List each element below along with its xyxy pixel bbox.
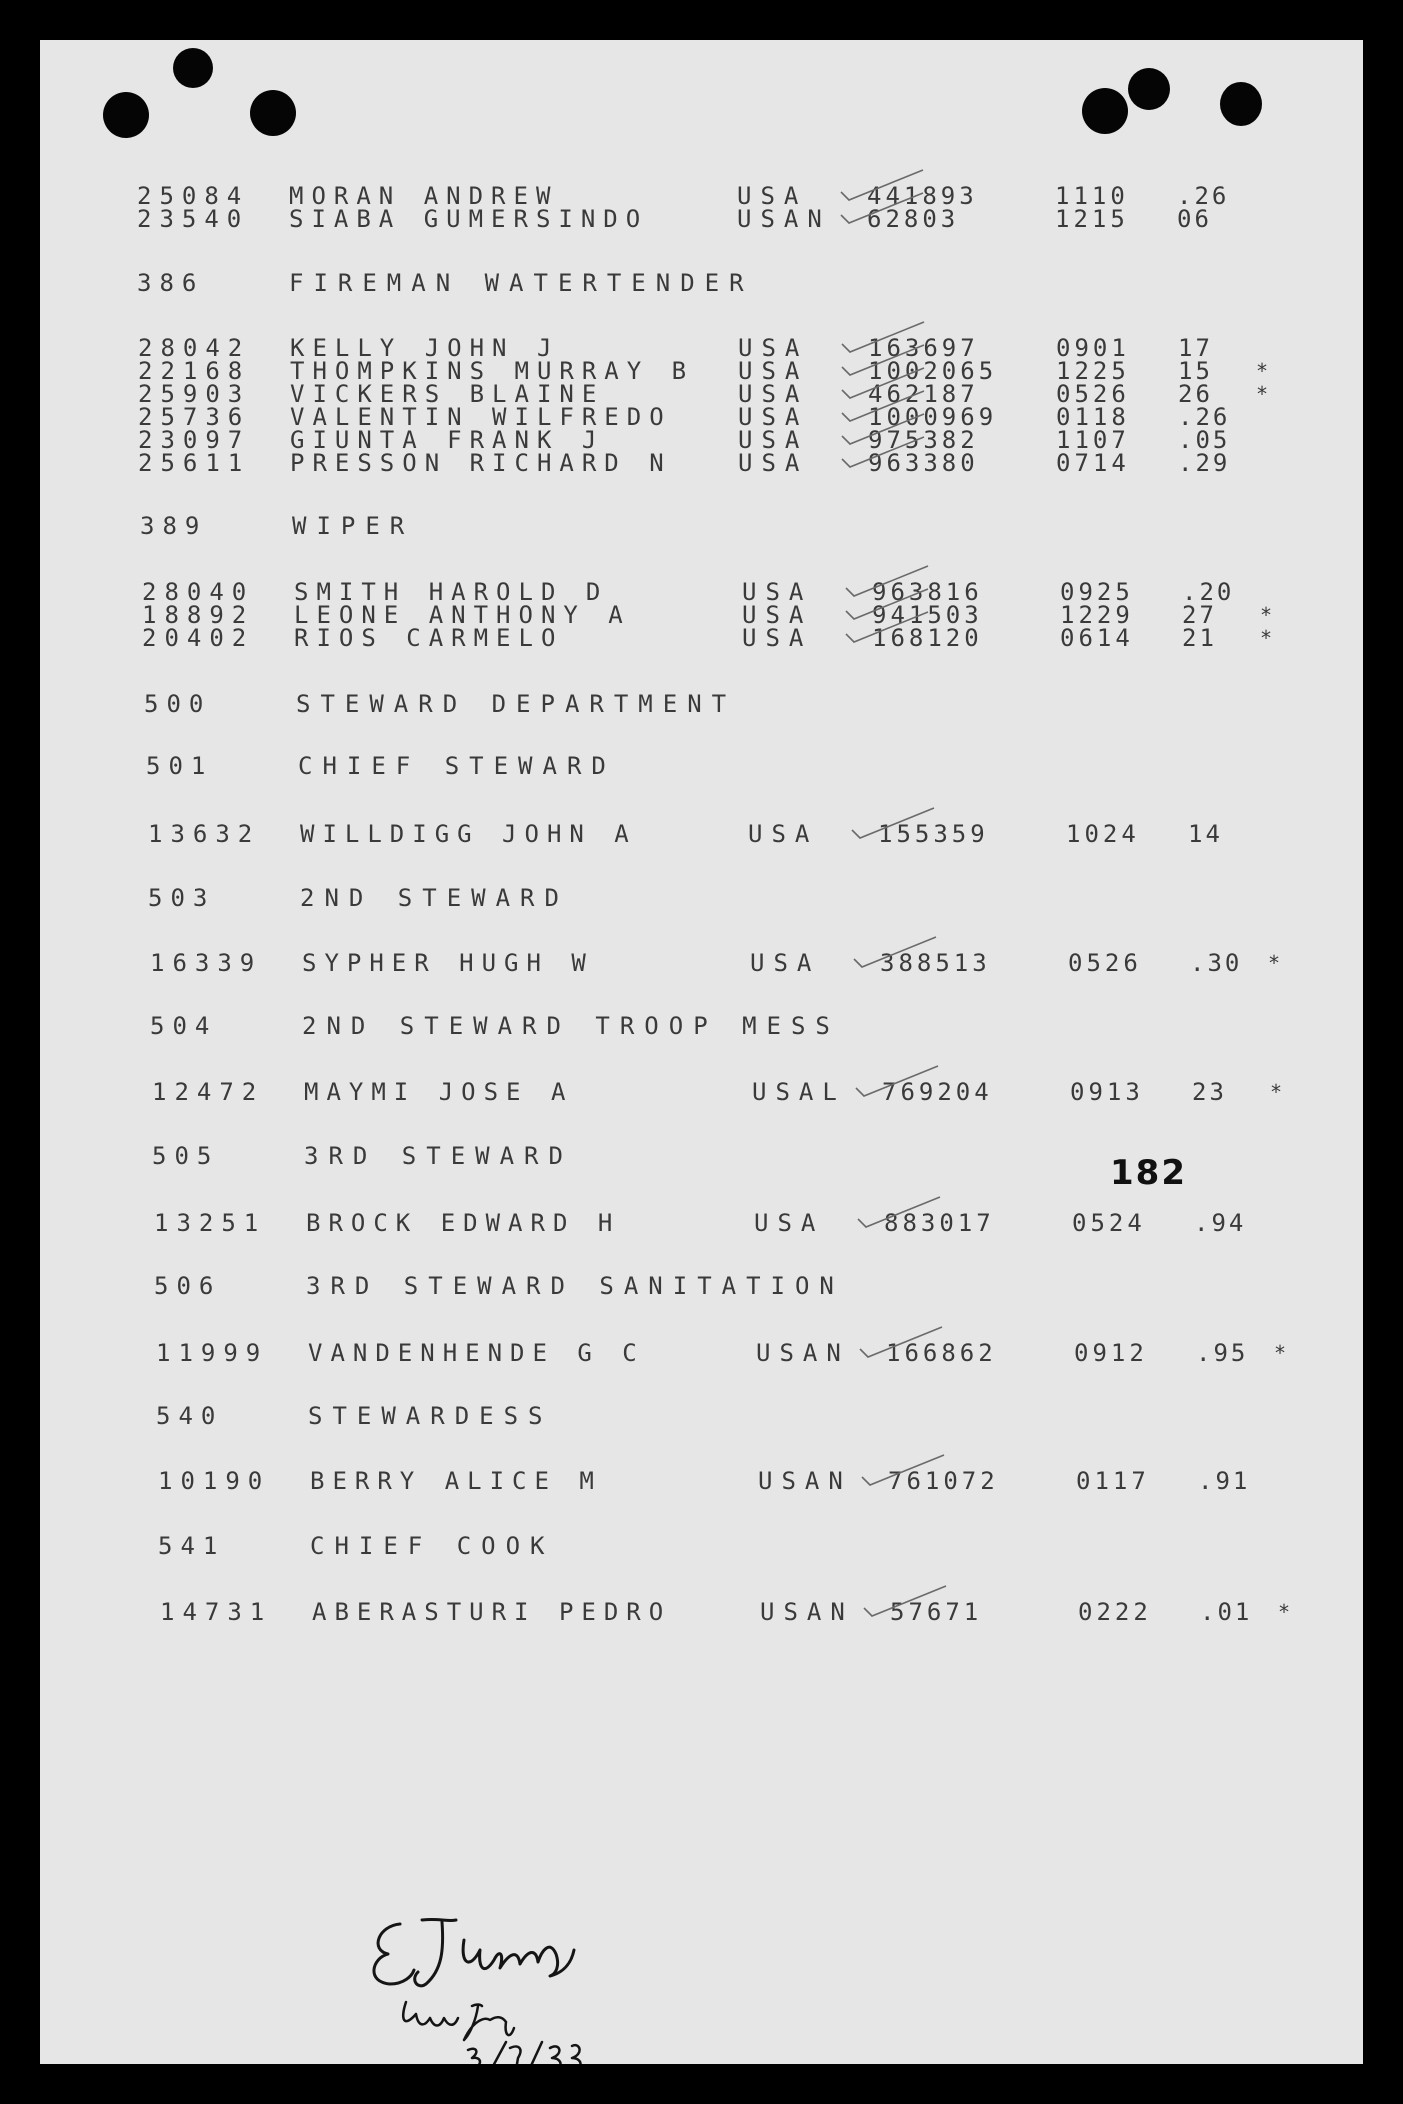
citizenship: USAL (752, 1078, 846, 1106)
punch-hole (173, 48, 213, 88)
birth-year: 15 (1178, 357, 1213, 385)
department-code: 389 (140, 512, 208, 540)
birth-year: 06 (1177, 205, 1212, 233)
crew-number: 12472 (152, 1078, 265, 1106)
crew-number: 13251 (154, 1209, 267, 1237)
birth-date: 1215 (1055, 205, 1129, 233)
department-heading (150, 1010, 1310, 1042)
punch-hole (1082, 88, 1128, 134)
department-title: 2ND STEWARD TROOP MESS (302, 1012, 840, 1040)
citizenship: USA (750, 949, 821, 977)
crew-name: THOMPKINS MURRAY B (290, 357, 695, 385)
department-heading (137, 267, 1297, 299)
asterisk-mark: * (1274, 1341, 1287, 1365)
department-title: 2ND STEWARD (300, 884, 569, 912)
crew-name: WILLDIGG JOHN A (300, 820, 637, 848)
crew-number: 13632 (148, 820, 261, 848)
z-number: 462187 (868, 380, 979, 408)
crew-row (156, 1337, 1316, 1369)
citizenship: USAN (756, 1339, 850, 1367)
department-heading (146, 750, 1306, 782)
department-code: 503 (148, 884, 216, 912)
department-heading (144, 688, 1304, 720)
punch-hole (1220, 82, 1262, 126)
birth-date: 0526 (1068, 949, 1142, 977)
citizenship: USA (742, 601, 813, 629)
birth-date: 1110 (1055, 182, 1129, 210)
crew-name: LEONE ANTHONY A (294, 601, 631, 629)
crew-number: 14731 (160, 1598, 273, 1626)
z-number: 963816 (872, 578, 983, 606)
birth-date: 1225 (1056, 357, 1130, 385)
crew-number: 20402 (142, 624, 255, 652)
crew-name: SIABA GUMERSINDO (289, 205, 649, 233)
department-title: FIREMAN WATERTENDER (289, 269, 754, 297)
z-number: 163697 (868, 334, 979, 362)
birth-date: 0222 (1078, 1598, 1152, 1626)
crew-number: 10190 (158, 1467, 271, 1495)
z-number: 168120 (872, 624, 983, 652)
birth-year: .95 (1196, 1339, 1249, 1367)
birth-year: .01 (1200, 1598, 1253, 1626)
z-number: 155359 (878, 820, 989, 848)
birth-date: 0901 (1056, 334, 1130, 362)
citizenship: USA (754, 1209, 825, 1237)
citizenship: USA (748, 820, 819, 848)
birth-date: 0117 (1076, 1467, 1150, 1495)
department-code: 500 (144, 690, 212, 718)
crew-row (138, 447, 1298, 479)
z-number: 57671 (890, 1598, 983, 1626)
crew-name: BERRY ALICE M (310, 1467, 602, 1495)
crew-number: 28042 (138, 334, 251, 362)
z-number: 62803 (867, 205, 960, 233)
birth-year: 23 (1192, 1078, 1227, 1106)
crew-number: 23540 (137, 205, 250, 233)
department-title: WIPER (292, 512, 415, 540)
asterisk-mark: * (1268, 951, 1281, 975)
department-code: 504 (150, 1012, 218, 1040)
z-number: 883017 (884, 1209, 995, 1237)
birth-year: .30 (1190, 949, 1243, 977)
signature-mark (360, 1910, 640, 2064)
department-heading (158, 1530, 1318, 1562)
department-code: 501 (146, 752, 214, 780)
z-number: 166862 (886, 1339, 997, 1367)
department-code: 541 (158, 1532, 226, 1560)
crew-number: 25084 (137, 182, 250, 210)
asterisk-mark: * (1256, 359, 1269, 383)
birth-date: 0912 (1074, 1339, 1148, 1367)
department-heading (148, 882, 1308, 914)
birth-year: 26 (1178, 380, 1213, 408)
crew-name: PRESSON RICHARD N (290, 449, 672, 477)
crew-row (154, 1207, 1314, 1239)
department-code: 540 (156, 1402, 224, 1430)
crew-row (160, 1596, 1320, 1628)
department-heading (154, 1270, 1314, 1302)
citizenship: USA (742, 578, 813, 606)
crew-name: BROCK EDWARD H (306, 1209, 621, 1237)
birth-year: .29 (1178, 449, 1231, 477)
asterisk-mark: * (1256, 382, 1269, 406)
crew-name: VICKERS BLAINE (290, 380, 605, 408)
asterisk-mark: * (1278, 1600, 1291, 1624)
department-heading (140, 510, 1300, 542)
crew-number: 18892 (142, 601, 255, 629)
asterisk-mark: * (1260, 626, 1273, 650)
crew-name: MORAN ANDREW (289, 182, 559, 210)
z-number: 388513 (880, 949, 991, 977)
citizenship: USAN (758, 1467, 852, 1495)
crew-name: VALENTIN WILFREDO (290, 403, 672, 431)
crew-number: 25611 (138, 449, 251, 477)
department-title: STEWARD DEPARTMENT (296, 690, 737, 718)
asterisk-mark: * (1270, 1080, 1283, 1104)
crew-name: ABERASTURI PEDRO (312, 1598, 672, 1626)
crew-name: RIOS CARMELO (294, 624, 564, 652)
birth-year: .05 (1178, 426, 1231, 454)
citizenship: USA (738, 426, 809, 454)
department-code: 386 (137, 269, 205, 297)
birth-year: 14 (1188, 820, 1223, 848)
crew-name: GIUNTA FRANK J (290, 426, 605, 454)
z-number: 1002065 (868, 357, 998, 385)
z-number: 1000969 (868, 403, 998, 431)
crew-number: 28040 (142, 578, 255, 606)
birth-year: 21 (1182, 624, 1217, 652)
punch-hole (1128, 68, 1170, 110)
page-number: 182 (1110, 1153, 1187, 1193)
birth-date: 0913 (1070, 1078, 1144, 1106)
crew-number: 23097 (138, 426, 251, 454)
birth-year: .26 (1178, 403, 1231, 431)
crew-row (150, 947, 1310, 979)
crew-row (158, 1465, 1318, 1497)
department-title: 3RD STEWARD (304, 1142, 573, 1170)
birth-date: 0925 (1060, 578, 1134, 606)
crew-row (142, 622, 1302, 654)
z-number: 769204 (882, 1078, 993, 1106)
citizenship: USA (742, 624, 813, 652)
department-title: CHIEF STEWARD (298, 752, 616, 780)
birth-year: .20 (1182, 578, 1235, 606)
birth-year: .26 (1177, 182, 1230, 210)
citizenship: USA (738, 357, 809, 385)
citizenship: USA (738, 449, 809, 477)
crew-name: VANDENHENDE G C (308, 1339, 645, 1367)
birth-date: 0714 (1056, 449, 1130, 477)
birth-date: 1107 (1056, 426, 1130, 454)
crew-name: KELLY JOHN J (290, 334, 560, 362)
crew-number: 25903 (138, 380, 251, 408)
department-code: 506 (154, 1272, 222, 1300)
z-number: 963380 (868, 449, 979, 477)
crew-row (152, 1076, 1312, 1108)
crew-number: 25736 (138, 403, 251, 431)
department-title: 3RD STEWARD SANITATION (306, 1272, 844, 1300)
crew-row (137, 203, 1297, 235)
manifest-page (40, 40, 1363, 2064)
z-number: 941503 (872, 601, 983, 629)
citizenship: USAN (760, 1598, 854, 1626)
department-code: 505 (152, 1142, 220, 1170)
punch-hole (250, 90, 296, 136)
department-title: CHIEF COOK (310, 1532, 555, 1560)
crew-row (148, 818, 1308, 850)
birth-year: 17 (1178, 334, 1213, 362)
citizenship: USAN (737, 205, 831, 233)
z-number: 441893 (867, 182, 978, 210)
birth-date: 1229 (1060, 601, 1134, 629)
birth-date: 0118 (1056, 403, 1130, 431)
crew-number: 22168 (138, 357, 251, 385)
birth-date: 0614 (1060, 624, 1134, 652)
punch-hole (103, 92, 149, 138)
crew-name: MAYMI JOSE A (304, 1078, 574, 1106)
crew-number: 16339 (150, 949, 263, 977)
crew-name: SYPHER HUGH W (302, 949, 594, 977)
birth-year: .91 (1198, 1467, 1251, 1495)
birth-year: .94 (1194, 1209, 1247, 1237)
department-heading (156, 1400, 1316, 1432)
z-number: 975382 (868, 426, 979, 454)
citizenship: USA (737, 182, 808, 210)
birth-date: 0526 (1056, 380, 1130, 408)
asterisk-mark: * (1260, 603, 1273, 627)
crew-name: SMITH HAROLD D (294, 578, 609, 606)
crew-number: 11999 (156, 1339, 269, 1367)
citizenship: USA (738, 380, 809, 408)
birth-year: 27 (1182, 601, 1217, 629)
department-title: STEWARDESS (308, 1402, 553, 1430)
inspector-signature (360, 1910, 640, 2064)
birth-date: 1024 (1066, 820, 1140, 848)
z-number: 761072 (888, 1467, 999, 1495)
citizenship: USA (738, 334, 809, 362)
citizenship: USA (738, 403, 809, 431)
birth-date: 0524 (1072, 1209, 1146, 1237)
